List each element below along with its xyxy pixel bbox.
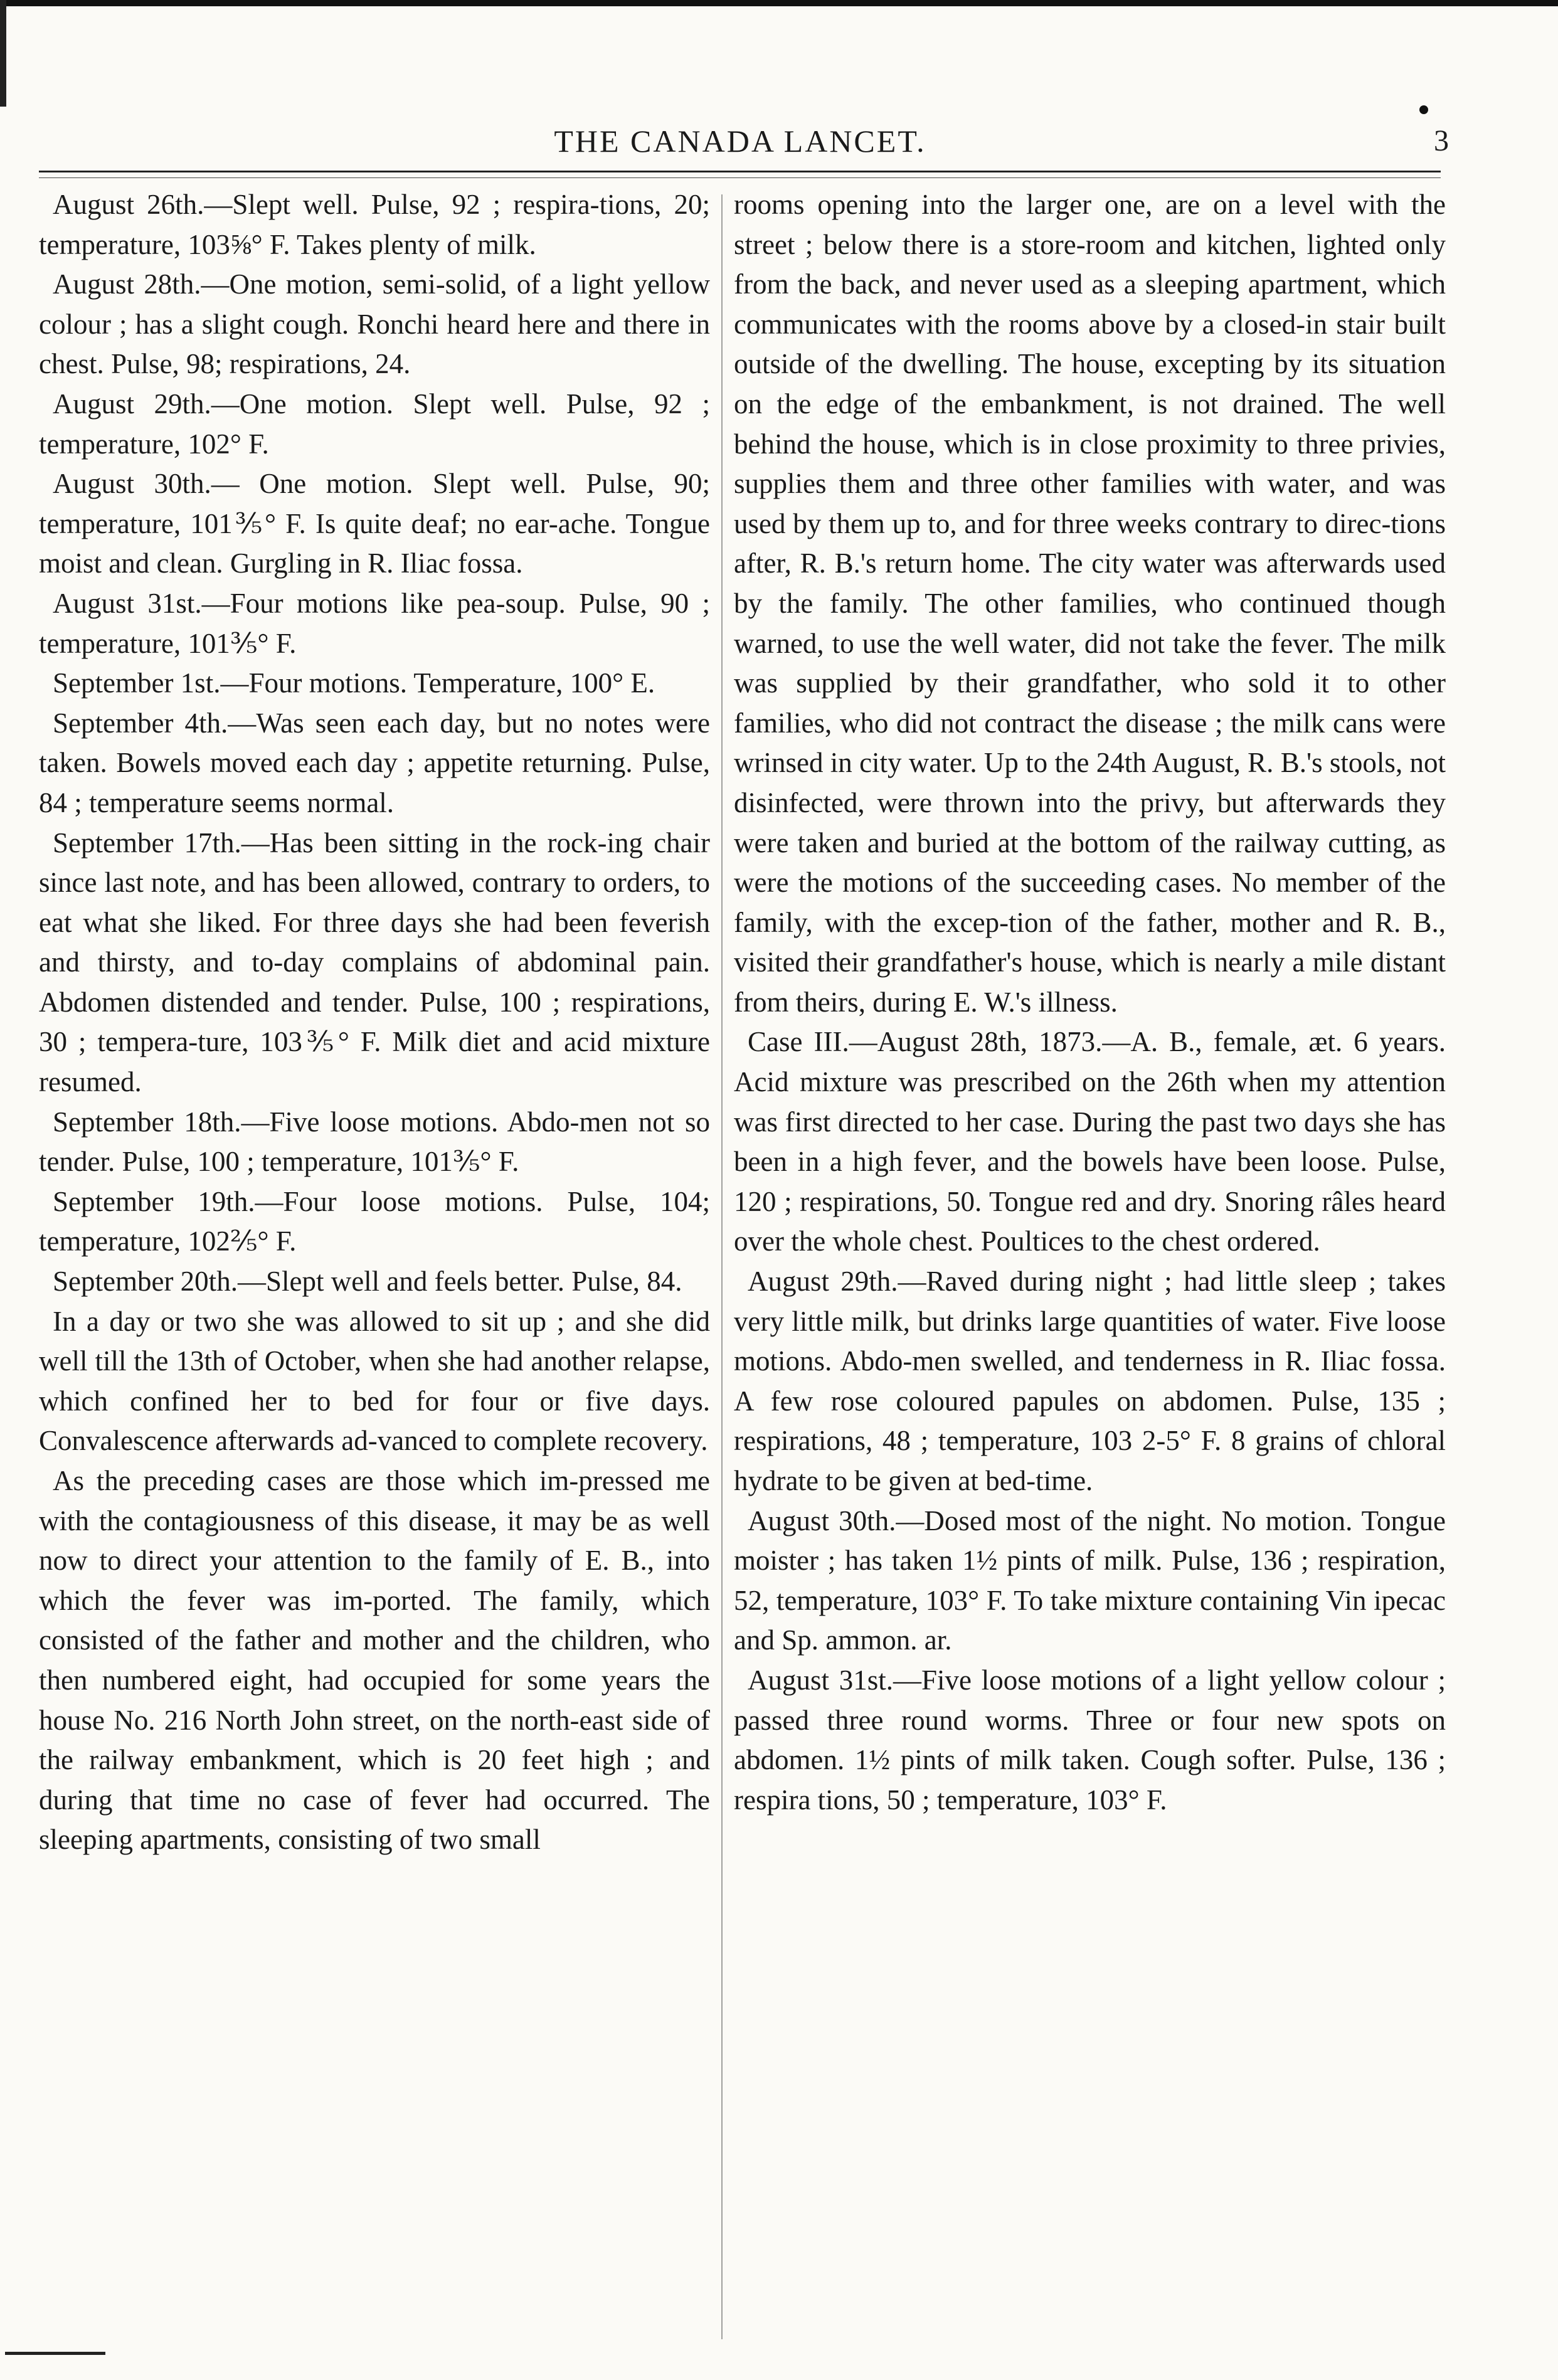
- paragraph: September 19th.—Four loose motions. Pulse, 104; temperature, 102⅖° F.: [39, 1185, 710, 1257]
- paragraph-continued: rooms opening into the larger one, are on a level with the street ; below there is a store-room and kitchen, lighted only from the back, and never used as a sleeping apartment, which communicates with the rooms above by a closed-in stair built outside of the dwelling. The house, excepting by its situation on the edge of the embankment, is not drained. The well behind the house, which is in close proximity to three privies, supplies them and three other families with water, and was used by them up to, and for three weeks contrary to direc-tions after, R. B.'s return home. The city water was afterwards used by the family. The other families, who continued though warned, to use the well water, did not take the fever. The milk was supplied by their grandfather, who sold it to other families, who did not contract the disease ; the milk cans were wrinsed in city water. Up to the 24th August, R. B.'s stools, not disinfected, were thrown into the privy, but afterwards they were taken and buried at the bottom of the railway cutting, as were the motions of the succeeding cases. No member of the family, with the excep-tion of the father, mother and R. B., visited their grandfather's house, which is nearly a mile distant from theirs, during E. W.'s illness.: [734, 189, 1446, 1018]
- journal-title: THE CANADA LANCET.: [554, 124, 926, 159]
- paragraph: August 30th.—Dosed most of the night. No motion. Tongue moister ; has taken 1½ pints of milk. Pulse, 136 ; respiration, 52, temperature, 103° F. To take mixture containing Vin ipecac and Sp. ammon. ar.: [734, 1505, 1446, 1656]
- scan-border-top: [0, 0, 1558, 6]
- paragraph: August 29th.—One motion. Slept well. Pulse, 92 ; temperature, 102° F.: [39, 388, 710, 460]
- header-rule-thin: [39, 177, 1441, 178]
- paragraph: September 17th.—Has been sitting in the rock-ing chair since last note, and has been allowed, contrary to orders, to eat what she liked. For three days she had been feverish and thirsty, and to-day complains of abdominal pain. Abdomen distended and tender. Pulse, 100 ; respirations, 30 ; tempera-ture, 103⅗° F. Milk diet and acid mixture resumed.: [39, 827, 710, 1098]
- paragraph: August 30th.— One motion. Slept well. Pulse, 90; temperature, 101⅗° F. Is quite deaf; no ear-ache. Tongue moist and clean. Gurgling in R. Iliac fossa.: [39, 468, 710, 579]
- paragraph: August 31st.—Four motions like pea-soup. Pulse, 90 ; temperature, 101⅗° F.: [39, 587, 710, 659]
- paragraph: September 1st.—Four motions. Temperature, 100° E.: [53, 667, 655, 699]
- paragraph: August 29th.—Raved during night ; had little sleep ; takes very little milk, but drinks large quantities of water. Five loose motions. Abdo-men swelled, and tenderness in R. Iliac fossa. A few rose coloured papules on abdomen. Pulse, 135 ; respirations, 48 ; temperature, 103 2-5° F. 8 grains of chloral hydrate to be given at bed-time.: [734, 1266, 1446, 1496]
- paragraph: As the preceding cases are those which im-pressed me with the contagiousness of this disease, it may be as well now to direct your attention to the family of E. B., into which the fever was im-ported. The family, which consisted of the father and mother and the children, who then numbered eight, had occupied for some years the house No. 216 North John street, on the north-east side of the railway embankment, which is 20 feet high ; and during that time no case of fever had occurred. The sleeping apartments, consisting of two small: [39, 1465, 710, 1856]
- scan-border-left: [0, 0, 6, 107]
- paragraph: September 20th.—Slept well and feels better. Pulse, 84.: [53, 1266, 682, 1298]
- paragraph: September 4th.—Was seen each day, but no notes were taken. Bowels moved each day ; appetite returning. Pulse, 84 ; temperature seems normal.: [39, 707, 710, 818]
- paragraph: August 31st.—Five loose motions of a light yellow colour ; passed three round worms. Three or four new spots on abdomen. 1½ pints of milk taken. Cough softer. Pulse, 136 ; respira tions, 50 ; temperature, 103° F.: [734, 1664, 1446, 1816]
- paragraph: In a day or two she was allowed to sit up ; and she did well till the 13th of October, when she had another relapse, which confined her to bed for four or five days. Convalescence afterwards ad-vanced to complete recovery.: [39, 1305, 710, 1457]
- header-rule: [39, 171, 1441, 172]
- scan-mark-bottom: [5, 2352, 105, 2355]
- paragraph: August 26th.—Slept well. Pulse, 92 ; respira-tions, 20; temperature, 103⅝° F. Takes plenty of milk.: [39, 189, 710, 260]
- right-column: [734, 185, 1446, 2342]
- left-column: [39, 185, 710, 2342]
- paragraph: September 18th.—Five loose motions. Abdo-men not so tender. Pulse, 100 ; temperature, 101⅗° F.: [39, 1106, 710, 1178]
- page-number: 3: [1434, 124, 1449, 157]
- paragraph: August 28th.—One motion, semi-solid, of a light yellow colour ; has a slight cough. Ronchi heard here and there in chest. Pulse, 98; respirations, 24.: [39, 268, 710, 380]
- column-divider: [721, 194, 723, 2339]
- print-mark: [1419, 105, 1428, 114]
- paragraph-case-heading: Case III.—August 28th, 1873.—A. B., female, æt. 6 years. Acid mixture was prescribed on the 26th when my attention was first directed to her case. During the past two days she has been in a high fever, and the bowels have been loose. Pulse, 120 ; respirations, 50. Tongue red and dry. Snoring râles heard over the whole chest. Poultices to the chest ordered.: [734, 1026, 1446, 1257]
- running-header: [31, 119, 1449, 163]
